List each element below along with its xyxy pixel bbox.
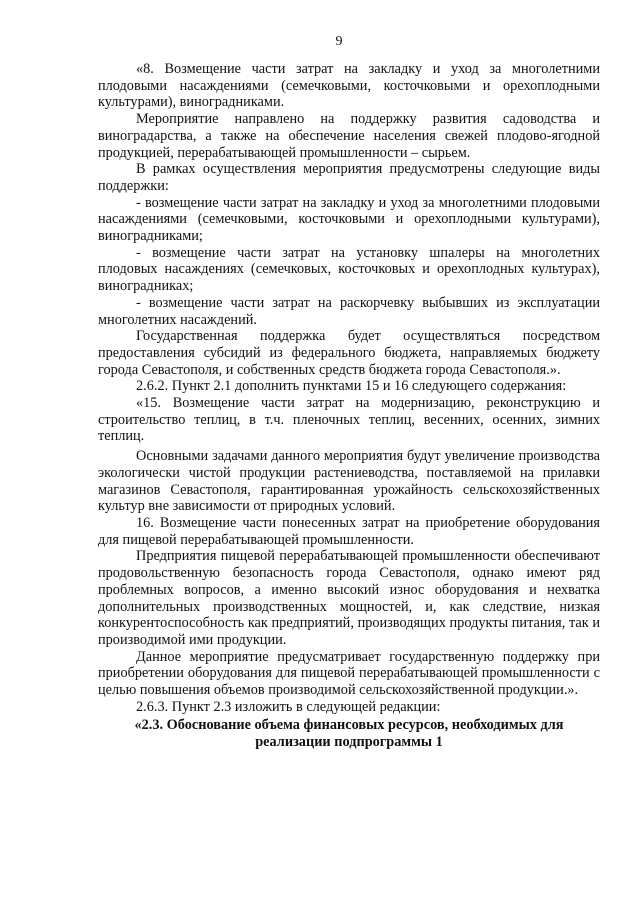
list-item: - возмещение части затрат на закладку и уход за многолетними плодовыми насаждениями (семечковыми, косточковыми и орехоплодными культурами), виноградниками;	[98, 194, 600, 245]
section-heading: «2.3. Обоснование объема финансовых ресурсов, необходимых для реализации подпрограммы 1	[134, 717, 564, 751]
paragraph: В рамках осуществления мероприятия предусмотрены следующие виды поддержки:	[98, 161, 600, 194]
paragraph: Мероприятие направлено на поддержку развития садоводства и виноградарства, а также на обеспечение населения свежей плодово-ягодной продукцией, перерабатывающей промышленности – сырьем.	[98, 111, 600, 161]
list-item: - возмещение части затрат на раскорчевку выбывших из эксплуатации многолетних насаждений.	[98, 294, 600, 328]
paragraph: Основными задачами данного мероприятия будут увеличение производства экологически чистой продукции растениеводства, поставляемой на прилавки магазинов Севастополя, гарантированная урожайность сельскохозяйственных культур вне зависимости от природных условий.	[98, 448, 600, 515]
paragraph: Предприятия пищевой перерабатывающей промышленности обеспечивают продовольственную безопасность города Севастополя, однако имеют ряд проблемных вопросов, а именно высокий износ оборудования и нехватка дополнительных производственных мощностей, и, как следствие, низкая конкурентоспособность как предприятий, производящих продукты питания, так и производимой ими продукции.	[98, 548, 600, 648]
page-number: 9	[335, 34, 343, 49]
list-item: - возмещение части затрат на установку шпалеры на многолетних плодовых насаждениях (семечковых, косточковых и орехоплодных культурах), виноградниках;	[98, 244, 600, 295]
paragraph: 16. Возмещение части понесенных затрат на приобретение оборудования для пищевой перерабатывающей промышленности.	[98, 514, 600, 548]
paragraph: «8. Возмещение части затрат на закладку и уход за многолетними плодовыми насаждениями (семечковыми, косточковыми и орехоплодными культурами), виноградниками.	[98, 61, 600, 111]
paragraph: 2.6.3. Пункт 2.3 изложить в следующей редакции:	[136, 698, 441, 715]
paragraph: 2.6.2. Пункт 2.1 дополнить пунктами 15 и 16 следующего содержания:	[136, 378, 567, 395]
paragraph: «15. Возмещение части затрат на модернизацию, реконструкцию и строительство теплиц, в т.ч. пленочных теплиц, весенних, осенних, зимних теплиц.	[98, 395, 600, 445]
paragraph: Государственная поддержка будет осуществляться посредством предоставления субсидий из федерального бюджета, направляемых бюджету города Севастополя, и собственных средств бюджета города Севастополя.».	[98, 328, 600, 378]
paragraph: Данное мероприятие предусматривает государственную поддержку при приобретении оборудования для пищевой перерабатывающей промышленности с целью повышения объемов производимой сельскохозяйственной продукции.».	[98, 648, 600, 699]
